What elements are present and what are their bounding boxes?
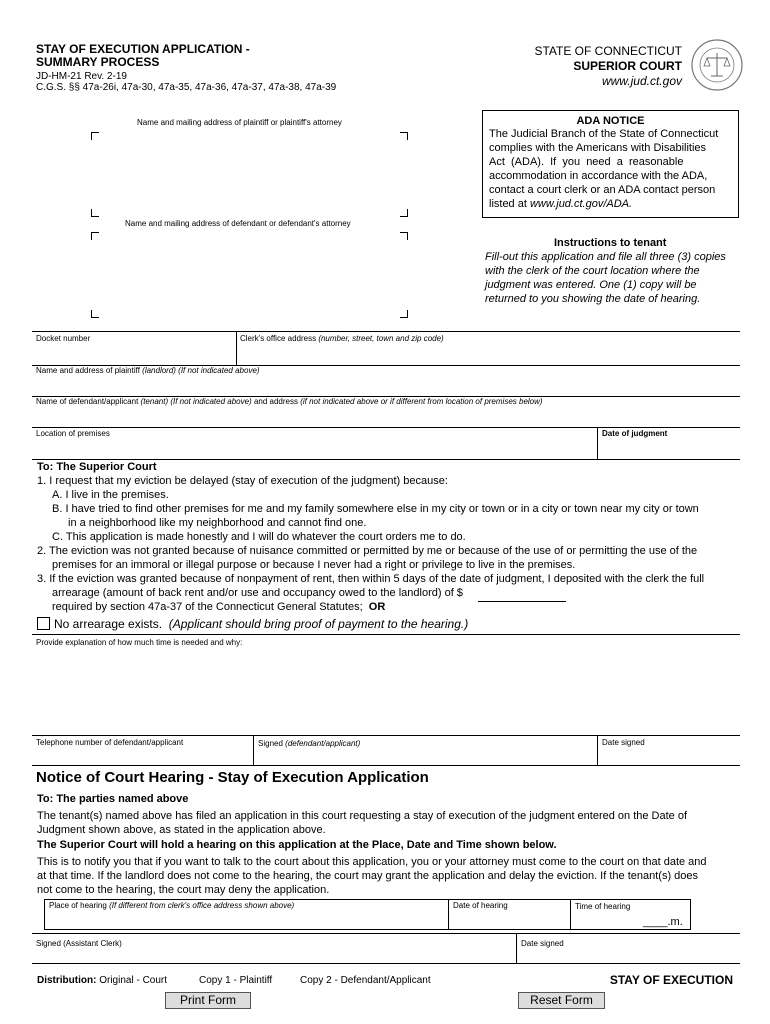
telephone-label: Telephone number of defendant/applicant — [36, 738, 184, 747]
corner-mark — [400, 232, 408, 240]
notice-paragraph-3-line-3: not come to the hearing, the court may deny the application. — [37, 884, 330, 896]
rule — [32, 331, 740, 332]
notice-paragraph-2: The Superior Court will hold a hearing on this application at the Place, Date and Time shown below. — [37, 839, 557, 851]
application-item-1b-line-2: in a neighborhood like my neighborhood and cannot find one. — [68, 517, 367, 529]
application-item-1a: A. I live in the premises. — [52, 489, 169, 501]
signed-label — [258, 739, 360, 748]
rule — [597, 735, 598, 765]
defendant-hint-1: (tenant) (If not indicated above) — [140, 397, 252, 406]
telephone-field[interactable] — [36, 749, 249, 763]
plaintiff-name-field[interactable] — [36, 377, 736, 394]
place-of-hearing-text: Place of hearing — [49, 901, 107, 910]
date-of-judgment-field[interactable] — [602, 440, 736, 457]
ada-line: contact a court clerk or an ADA contact person — [489, 184, 716, 196]
arrearage-amount-field[interactable] — [478, 587, 566, 602]
distribution-label: Distribution: — [37, 975, 97, 986]
corner-mark — [400, 132, 408, 140]
item-3-text: required by section 47a-37 of the Connecticut General Statutes; — [52, 601, 363, 613]
ada-line: Act (ADA). If you need a reasonable — [489, 156, 684, 168]
notice-paragraph-1-line-2: Judgment shown above, as stated in the application above. — [37, 824, 326, 836]
distribution-line — [37, 975, 167, 986]
date-signed-label: Date signed — [602, 738, 645, 747]
explanation-label: Provide explanation of how much time is needed and why: — [36, 638, 243, 647]
date-signed-field[interactable] — [602, 749, 736, 763]
footer-form-title: STAY OF EXECUTION — [609, 973, 733, 987]
rule — [32, 765, 740, 766]
application-item-3-line-2: arrearage (amount of back rent and/or use and occupancy owed to the landlord) of $ — [52, 587, 463, 599]
statute-references: C.G.S. §§ 47a-26i, 47a-30, 47a-35, 47a-36, 47a-37, 47a-38, 47a-39 — [36, 82, 337, 93]
ada-last-prefix: listed at — [489, 198, 530, 210]
form-number: JD-HM-21 Rev. 2-19 — [36, 71, 127, 82]
date-of-hearing-field[interactable] — [453, 912, 566, 928]
application-item-3-line-3 — [52, 601, 385, 613]
notice-title: Notice of Court Hearing - Stay of Execution Application — [36, 769, 429, 786]
clerk-signature-label: Signed (Assistant Clerk) — [36, 939, 122, 948]
place-of-hearing-field[interactable] — [49, 912, 444, 928]
form-title-line-2: SUMMARY PROCESS — [36, 55, 160, 69]
notice-paragraph-1-line-1: The tenant(s) named above has filed an application in this court requesting a stay of execution of the judgment entered on the Date of — [37, 810, 688, 822]
explanation-field[interactable] — [36, 650, 736, 732]
ada-last-line — [489, 198, 632, 210]
no-arrearage-checkbox[interactable] — [37, 617, 50, 630]
place-of-hearing-hint: (If different from clerk's office address shown above) — [109, 901, 295, 910]
instructions-line: judgment was entered. One (1) copy will be — [485, 279, 697, 291]
plaintiff-name-hint: (landlord) (If not indicated above) — [142, 366, 260, 375]
reset-form-button[interactable]: Reset Form — [518, 992, 605, 1009]
notice-paragraph-3-line-1: This is to notify you that if you want to talk to the court about this application, you or your attorney must come to the court on that date and — [37, 856, 707, 868]
premises-label: Location of premises — [36, 429, 110, 438]
print-form-button[interactable]: Print Form — [165, 992, 251, 1009]
notice-paragraph-3-line-2: at that time. If the landlord does not come to the hearing, the court may grant the application and delay the eviction. If the tenant(s) does — [37, 870, 699, 882]
ada-title: ADA NOTICE — [576, 115, 645, 127]
signature-field[interactable] — [258, 749, 593, 763]
docket-number-label: Docket number — [36, 334, 91, 343]
application-item-1: 1. I request that my eviction be delayed (stay of execution of the judgment) because: — [37, 475, 448, 487]
corner-mark — [91, 310, 99, 318]
application-item-3-line-1: 3. If the eviction was granted because of nonpayment of rent, then within 5 days of the date of judgment, I deposited with the clerk the full — [37, 573, 705, 585]
state-name: STATE OF CONNECTICUT — [534, 44, 682, 58]
defendant-address-label: Name and mailing address of defendant or defendant's attorney — [125, 219, 351, 228]
application-item-1c: C. This application is made honestly and I will do whatever the court orders me to do. — [52, 531, 466, 543]
court-name: SUPERIOR COURT — [573, 59, 682, 73]
signed-hint: (defendant/applicant) — [285, 739, 361, 748]
defendant-name-field[interactable] — [36, 408, 736, 425]
date-of-judgment-label: Date of judgment — [602, 429, 668, 438]
ada-link[interactable]: www.jud.ct.gov/ADA. — [529, 198, 633, 210]
docket-number-field[interactable] — [36, 346, 232, 363]
rule — [236, 331, 237, 365]
signed-text: Signed — [258, 739, 283, 748]
form-title-line-1: STAY OF EXECUTION APPLICATION - — [36, 42, 250, 56]
no-arrearage-label — [54, 617, 468, 631]
distribution-copy-1: Copy 1 - Plaintiff — [199, 975, 273, 986]
ada-line: accommodation in accordance with the ADA, — [489, 170, 708, 182]
corner-mark — [91, 232, 99, 240]
application-item-2-line-1: 2. The eviction was not granted because of nuisance committed or permitted by me or because of the use of or permitting the use of the — [37, 545, 698, 557]
time-of-hearing-field[interactable] — [575, 913, 640, 927]
item-3-or: OR — [368, 601, 386, 613]
instructions-line: with the clerk of the court location where the — [485, 265, 700, 277]
corner-mark — [91, 209, 99, 217]
place-of-hearing-label — [49, 901, 294, 910]
instructions-line: Fill-out this application and file all three (3) copies — [485, 251, 726, 263]
rule — [32, 427, 740, 428]
clerk-signature-field[interactable] — [36, 950, 512, 962]
distribution-copy-2: Copy 2 - Defendant/Applicant — [300, 975, 431, 986]
clerk-office-field[interactable] — [240, 346, 736, 363]
defendant-mid: and address — [253, 397, 298, 406]
court-website: www.jud.ct.gov — [601, 74, 682, 88]
application-item-1b-line-1: B. I have tried to find other premises for me and my family somewhere else in my city or town or in a city or town near my city or town — [52, 503, 699, 515]
rule — [32, 933, 740, 934]
defendant-name-label — [36, 397, 543, 406]
application-item-2-line-2: premises for an immoral or illegal purpose or because I never had a right or privilege to live in the premises. — [52, 559, 576, 571]
notice-to: To: The parties named above — [37, 793, 189, 805]
distribution-original: Original - Court — [99, 975, 168, 986]
plaintiff-name-text: Name and address of plaintiff — [36, 366, 140, 375]
defendant-name-text: Name of defendant/applicant — [36, 397, 139, 406]
clerk-office-hint: (number, street, town and zip code) — [318, 334, 444, 343]
state-seal-icon — [690, 38, 744, 92]
application-to: To: The Superior Court — [37, 461, 157, 473]
plaintiff-name-label — [36, 366, 260, 375]
corner-mark — [91, 132, 99, 140]
no-arrearage-text: No arrearage exists. — [54, 617, 163, 631]
defendant-hint-2: (if not indicated above or if different from location of premises below) — [300, 397, 543, 406]
instructions-line: returned to you showing the date of hearing. — [485, 293, 701, 305]
clerk-date-signed-field[interactable] — [521, 950, 736, 962]
rule — [253, 735, 254, 765]
rule — [597, 427, 598, 459]
rule — [32, 735, 740, 736]
rule — [448, 899, 449, 930]
clerk-office-label — [240, 334, 444, 343]
ada-notice-box — [482, 110, 739, 218]
corner-mark — [400, 310, 408, 318]
date-of-hearing-label: Date of hearing — [453, 901, 508, 910]
instructions-title: Instructions to tenant — [554, 237, 667, 249]
rule — [32, 963, 740, 964]
clerk-date-signed-label: Date signed — [521, 939, 564, 948]
plaintiff-address-label: Name and mailing address of plaintiff or plaintiff's attorney — [137, 118, 342, 127]
time-of-hearing-label: Time of hearing — [575, 902, 631, 911]
ada-line: complies with the Americans with Disabilities — [489, 142, 707, 154]
rule — [570, 899, 571, 930]
rule — [516, 933, 517, 963]
no-arrearage-note: (Applicant should bring proof of payment to the hearing.) — [168, 617, 469, 631]
premises-field[interactable] — [36, 440, 593, 457]
rule — [32, 459, 740, 460]
am-pm-indicator: ____.m. — [643, 916, 683, 928]
ada-line: The Judicial Branch of the State of Connecticut — [489, 128, 719, 140]
corner-mark — [400, 209, 408, 217]
rule — [32, 634, 740, 635]
clerk-office-text: Clerk's office address — [240, 334, 317, 343]
